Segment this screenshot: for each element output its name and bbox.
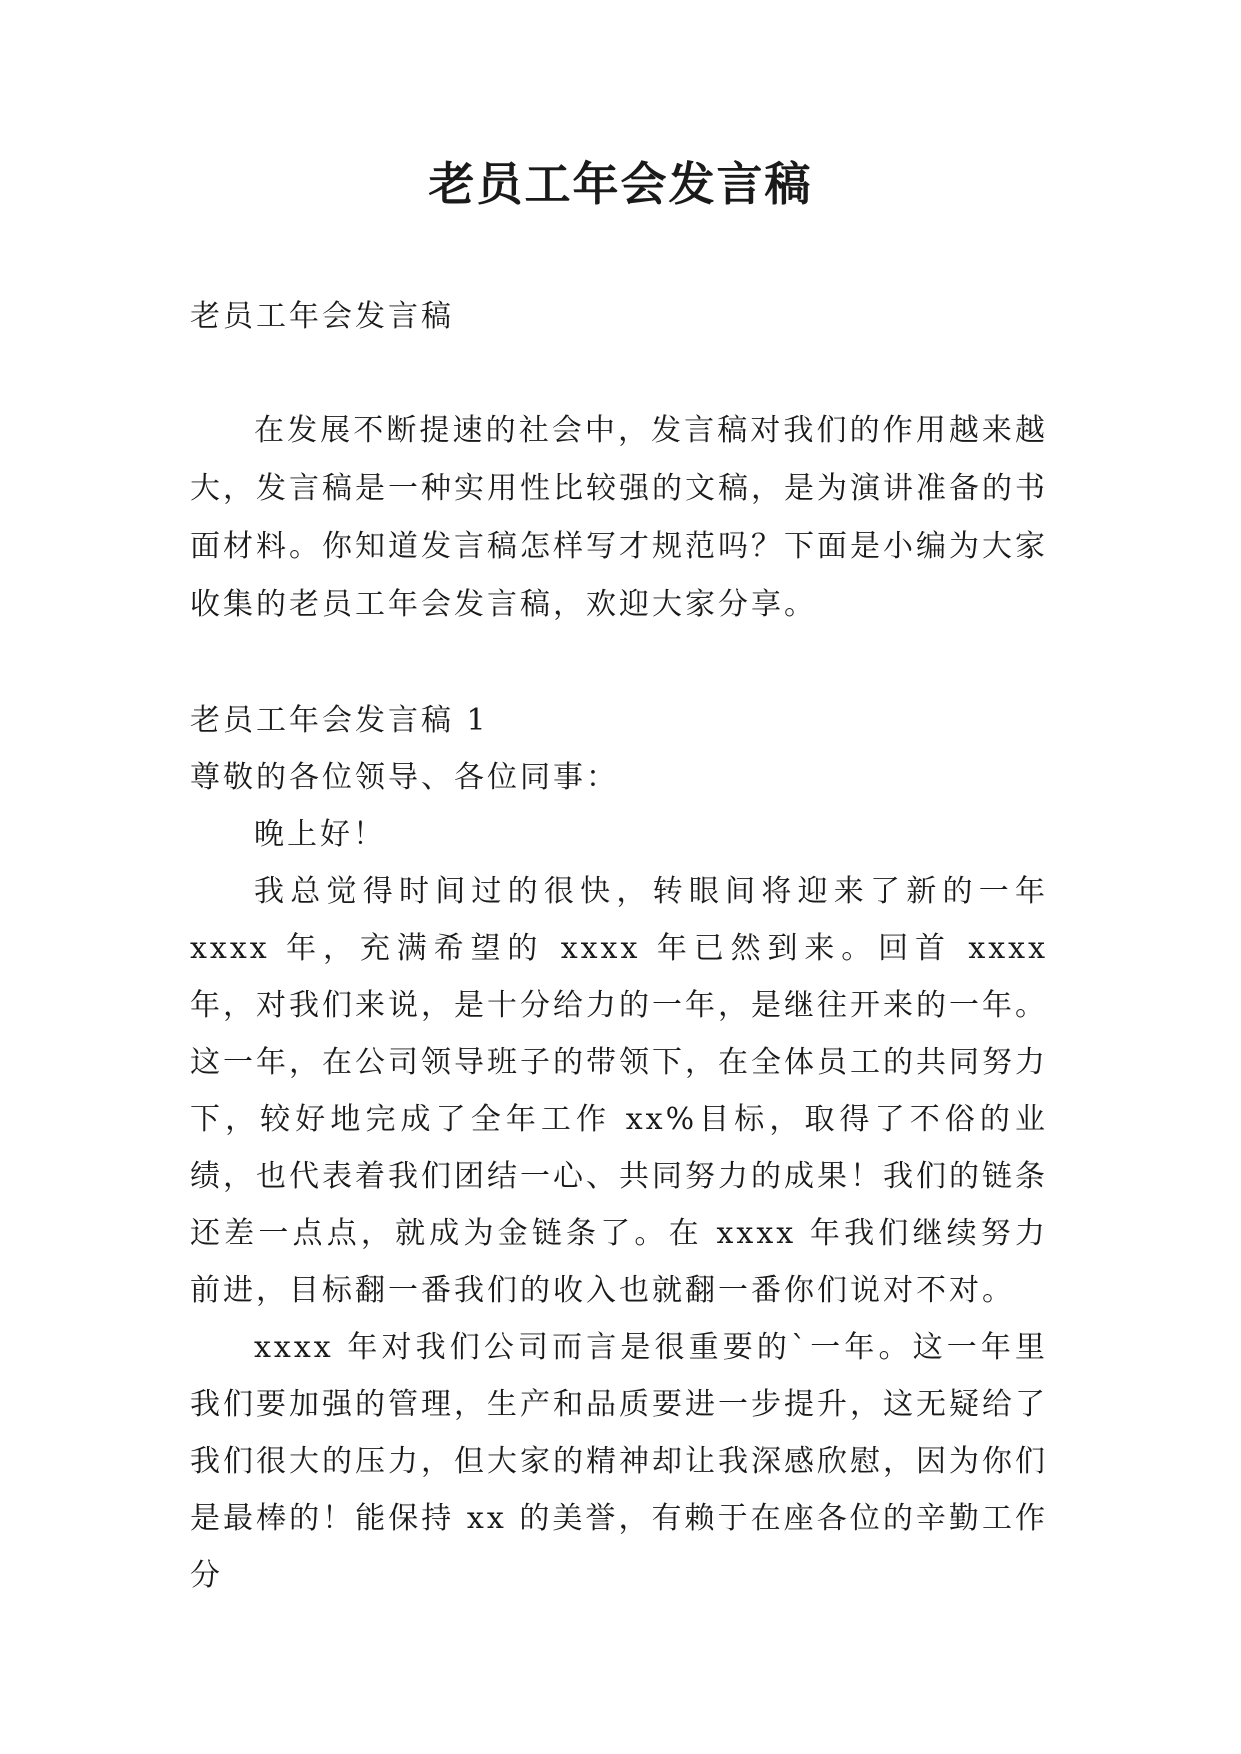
salutation: 尊敬的各位领导、各位同事： bbox=[190, 760, 619, 795]
body-paragraph: 我总觉得时间过的很快，转眼间将迎来了新的一年 xxxx 年，充满希望的 xxxx 年已然到来。回首 xxxx 年，对我们来说，是十分给力的一年，是继往开来的一年。这一年，在公司领导班子的带领下，在全体员工的共同努力下，较好地完成了全年工作 xx%目标，取得了不俗的业绩，也代表着我们团结一心、共同努力的成果！我们的链条还差一点点，就成为金链条了。在 xxxx 年我们继续努力前进，目标翻一番我们的收入也就翻一番你们说对不对。 bbox=[190, 874, 1048, 1308]
intro-paragraph: 在发展不断提速的社会中，发言稿对我们的作用越来越大，发言稿是一种实用性比较强的文稿，是为演讲准备的书面材料。你知道发言稿怎样写才规范吗？下面是小编为大家收集的老员工年会发言稿，欢迎大家分享。 bbox=[190, 413, 1048, 622]
speech-body bbox=[190, 692, 1048, 1604]
document-title: 老员工年会发言稿 bbox=[428, 157, 813, 211]
intro-section bbox=[190, 402, 1048, 634]
body-paragraph: xxxx 年对我们公司而言是很重要的`一年。这一年里我们要加强的管理，生产和品质要进一步提升，这无疑给了我们很大的压力，但大家的精神却让我深感欣慰，因为你们是最棒的！能保持 xx 的美誉，有赖于在座各位的辛勤工作分 bbox=[190, 1330, 1048, 1593]
greeting: 晚上好！ bbox=[254, 817, 386, 852]
document-subtitle: 老员工年会发言稿 bbox=[190, 299, 454, 334]
section-title: 老员工年会发言稿 1 bbox=[190, 703, 489, 738]
